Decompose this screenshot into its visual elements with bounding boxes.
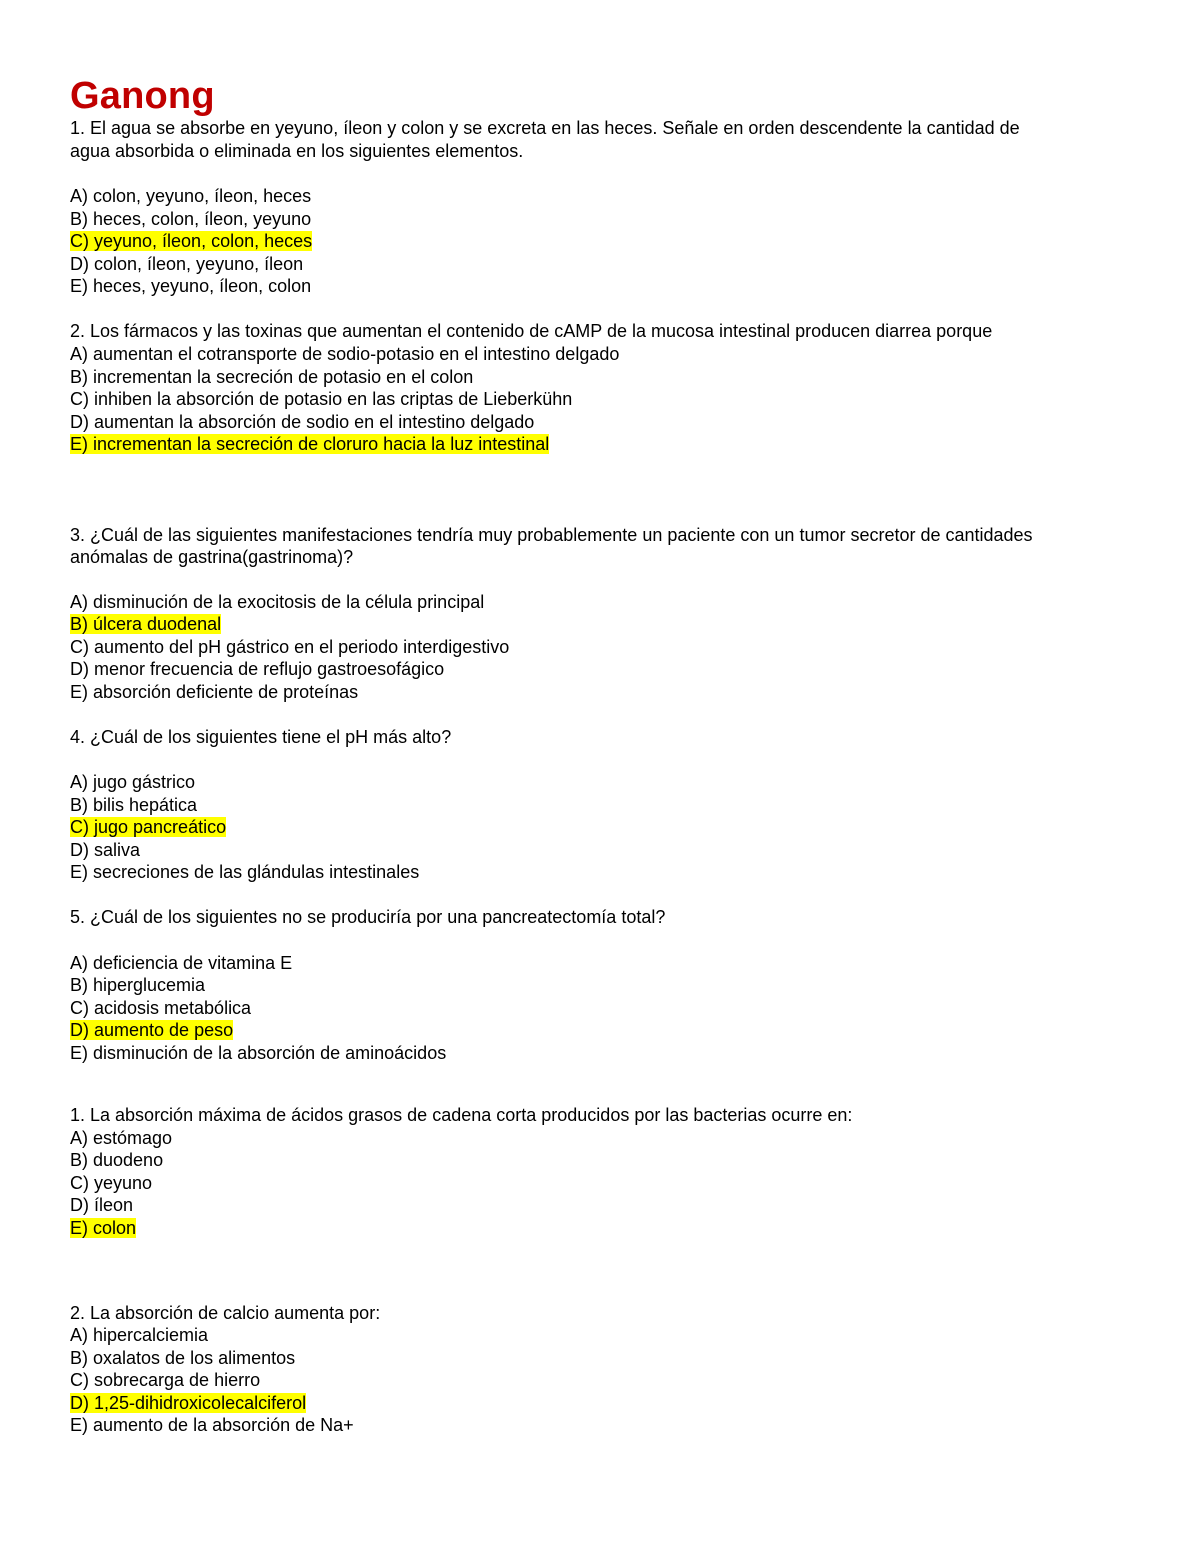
q4-option-e: E) secreciones de las glándulas intestinales [70, 862, 420, 882]
document-title: Ganong [70, 75, 215, 117]
q2-option-e-answer: E) incrementan la secreción de cloruro hacia la luz intestinal [70, 434, 550, 454]
q4-option-a: A) jugo gástrico [70, 772, 196, 792]
question-3-text-cont: anómalas de gastrina(gastrinoma)? [70, 547, 354, 567]
question-7-text: 2. La absorción de calcio aumenta por: [70, 1303, 381, 1323]
q3-option-b-answer: B) úlcera duodenal [70, 614, 222, 634]
q5-option-a: A) deficiencia de vitamina E [70, 953, 293, 973]
q1-option-a: A) colon, yeyuno, íleon, heces [70, 186, 312, 206]
q6-option-a: A) estómago [70, 1128, 173, 1148]
q7-option-b: B) oxalatos de los alimentos [70, 1348, 296, 1368]
q6-option-d: D) íleon [70, 1195, 134, 1215]
q4-option-c-answer: C) jugo pancreático [70, 817, 227, 837]
question-5-text: 5. ¿Cuál de los siguientes no se produciría por una pancreatectomía total? [70, 907, 666, 927]
question-1-text-cont: agua absorbida o eliminada en los siguientes elementos. [70, 141, 524, 161]
q3-option-c: C) aumento del pH gástrico en el periodo interdigestivo [70, 637, 510, 657]
question-3-text: 3. ¿Cuál de las siguientes manifestaciones tendría muy probablemente un paciente con un tumor secretor de cantidades [70, 525, 1033, 545]
question-2-text: 2. Los fármacos y las toxinas que aumentan el contenido de cAMP de la mucosa intestinal producen diarrea porque [70, 321, 993, 341]
question-1-text: 1. El agua se absorbe en yeyuno, íleon y colon y se excreta en las heces. Señale en orden descendente la cantidad de [70, 118, 1020, 138]
q3-option-a: A) disminución de la exocitosis de la célula principal [70, 592, 485, 612]
q5-option-e: E) disminución de la absorción de aminoácidos [70, 1043, 447, 1063]
q6-option-e-answer: E) colon [70, 1218, 137, 1238]
q2-option-d: D) aumentan la absorción de sodio en el intestino delgado [70, 412, 535, 432]
q4-option-d: D) saliva [70, 840, 141, 860]
q1-option-c-answer: C) yeyuno, íleon, colon, heces [70, 231, 313, 251]
q7-option-c: C) sobrecarga de hierro [70, 1370, 261, 1390]
q5-option-c: C) acidosis metabólica [70, 998, 252, 1018]
q1-option-d: D) colon, íleon, yeyuno, íleon [70, 254, 304, 274]
q2-option-c: C) inhiben la absorción de potasio en las criptas de Lieberkühn [70, 389, 573, 409]
q1-option-e: E) heces, yeyuno, íleon, colon [70, 276, 312, 296]
q6-option-b: B) duodeno [70, 1150, 164, 1170]
q7-option-a: A) hipercalciemia [70, 1325, 209, 1345]
q2-option-a: A) aumentan el cotransporte de sodio-potasio en el intestino delgado [70, 344, 620, 364]
q3-option-d: D) menor frecuencia de reflujo gastroesofágico [70, 659, 445, 679]
question-6-text: 1. La absorción máxima de ácidos grasos de cadena corta producidos por las bacterias ocurre en: [70, 1105, 853, 1125]
q5-option-d-answer: D) aumento de peso [70, 1020, 234, 1040]
q7-option-e: E) aumento de la absorción de Na+ [70, 1415, 354, 1435]
q6-option-c: C) yeyuno [70, 1173, 153, 1193]
q5-option-b: B) hiperglucemia [70, 975, 206, 995]
q4-option-b: B) bilis hepática [70, 795, 198, 815]
q7-option-d-answer: D) 1,25-dihidroxicolecalciferol [70, 1393, 307, 1413]
q1-option-b: B) heces, colon, íleon, yeyuno [70, 209, 312, 229]
question-4-text: 4. ¿Cuál de los siguientes tiene el pH más alto? [70, 727, 452, 747]
q3-option-e: E) absorción deficiente de proteínas [70, 682, 359, 702]
q2-option-b: B) incrementan la secreción de potasio en el colon [70, 367, 474, 387]
